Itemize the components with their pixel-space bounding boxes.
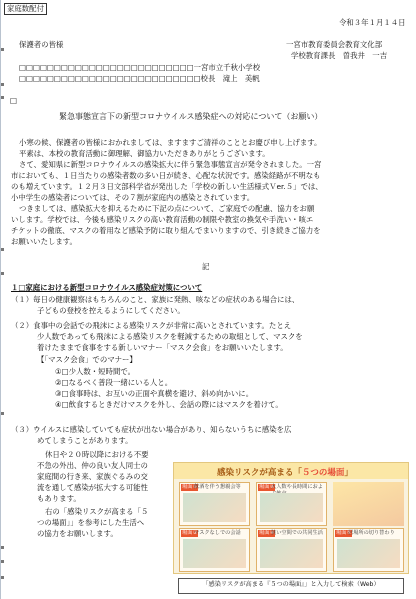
margin-marker: [1, 560, 4, 563]
manner-item: ④□飲食するときだけマスクを外し、会話の際にはマスクを着けて。: [55, 400, 283, 409]
intro-line: のも増えています。１２月３日文部科学省が発出した「学校の新しい生活様式Ｖer.５」では、: [11, 182, 323, 191]
blank-line-marker: □: [10, 96, 17, 105]
mascot-illustration: [333, 482, 404, 526]
situation-panel: 場面③ マスクなしでの会話: [179, 528, 250, 572]
item3-line: 家庭間の行き来、家族ぐるみの交: [37, 472, 148, 481]
section-heading: １□家庭における新型コロナウイルス感染症対策について: [11, 283, 203, 292]
distribution-tag: 家庭数配付: [4, 3, 47, 15]
situation-illustration: [183, 539, 246, 568]
ki-heading: 記: [202, 262, 210, 271]
item1-line: 子どもの登校を控えるようにしてください。: [37, 306, 185, 315]
margin-marker: [1, 83, 4, 86]
document-title: 緊急事態宣言下の新型コロナウイルス感染症への対応について（お願い）: [59, 112, 323, 121]
margin-marker: [1, 248, 4, 251]
five-situations-infographic: [173, 462, 409, 574]
intro-line: 小寒の候、保護者の皆様におかれましては、ますますご清祥のこととお慶び申し上げます。: [19, 138, 322, 147]
situation-panel: 場面⑤ 居場所の切り替わり: [333, 528, 404, 572]
item3-line: の協力をお願いします。: [37, 529, 118, 538]
situation-illustration: [260, 539, 323, 568]
item1-line: （１）毎日の健康観察はもちろんのこと、家族に発熱、咳などの症状のある場合には、: [11, 295, 300, 304]
item3-line: もあります。: [37, 494, 81, 503]
sender-school: □□□□□□□□□□□□□□□□□□□□□□□□□一宮市立千秋小学校: [19, 63, 261, 72]
manner-heading: 【「マスク会食」でのマナー】: [37, 355, 137, 364]
item3-line: 休日や２０時以降における不要: [45, 450, 149, 459]
item3-line: つの場面」」を参考にした生活へ: [37, 518, 145, 527]
item2-line: 少人数であっても飛沫による感染リスクを軽減するための取組として、マスクを: [37, 332, 303, 341]
margin-marker: [1, 272, 4, 275]
situation-illustration: [183, 493, 246, 522]
date: 令和３年１月１４日: [339, 18, 406, 27]
situation-illustration: [260, 493, 323, 522]
item3-line: 右の「感染リスクが高まる「５: [45, 507, 149, 516]
intro-line: さて、愛知県に新型コロナウイルスの感染拡大に伴う緊急事態宣言が発令されました。一宮: [19, 160, 322, 169]
intro-line: いします。学校では、今後も感染リスクの高い教育活動の制限や教室の換気や手洗い・咳エ: [11, 215, 314, 224]
margin-marker: [1, 576, 4, 579]
intro-line: 市においても、１日当たりの感染者数の多い日が続き、心配な状況です。感染経路が不明なも: [11, 171, 321, 180]
margin-marker: [1, 412, 4, 415]
margin-marker: [1, 96, 4, 99]
situation-panel: 場面② 大人数や長時間におよ: [256, 482, 327, 526]
sender-section-chief: 学校教育課長 曽我井 一吉: [291, 51, 388, 60]
manner-item: ①□少人数・短時間で。: [55, 367, 135, 376]
intro-line: 平素は、本校の教育活動に御理解、御協力いただきありがとうございます。: [19, 149, 270, 158]
situation-panel: 場面④ 狭い空間での共同生活: [256, 528, 327, 572]
manner-item: ③□食事時は、お互いの正面や真横を避け、斜め向かいに。: [55, 389, 254, 398]
intro-line: チケットの徹底、マスクの着用など感染予防に取り組んでまいりますので、引き続きご協力を: [11, 226, 321, 235]
item3-line: 不急の外出、仲の良い友人同士の: [37, 461, 148, 470]
margin-marker: [1, 546, 4, 549]
situation-panel: 場面① 飲酒を伴う懇親会等: [179, 482, 250, 526]
intro-line: つきましては、感染拡大を抑えるために下記の点について、ご家庭での配慮、協力をお願: [19, 204, 315, 213]
recipient: 保護者の皆様: [19, 40, 64, 49]
item2-line: （２）食事中の会話での飛沫による感染リスクが非常に高いとされています。たとえ: [11, 321, 292, 330]
item3-line: （３）ウイルスに感染していても症状が出ない場合があり、知らないうちに感染を広: [11, 425, 292, 434]
intro-line: 小中学生の感染者については、その７割が家庭内の感染とされています。: [11, 193, 255, 202]
situation-illustration: [337, 539, 400, 568]
infographic-title: 感染リスクが高まる「５つの場面」: [217, 468, 353, 478]
sender-principal: □□□□□□□□□□□□□□□□□□□□□□□□□□校長 滝上 美帆: [19, 74, 260, 83]
item2-line: 着けたままで食事をする新しいマナー「マスク会食」をお願いいたします。: [37, 343, 288, 352]
intro-line: お願いいたします。: [11, 237, 77, 246]
item3-line: 流を通して感染が拡大する可能性: [37, 483, 148, 492]
item3-line: めてしまうことがあります。: [37, 436, 133, 445]
search-hint-box: 「感染リスクが高まる『５つの場面』」と入力して検索（Web）: [178, 578, 404, 594]
sender-department: 一宮市教育委員会教育文化部: [286, 40, 383, 49]
margin-marker: [1, 48, 4, 51]
manner-item: ②□なるべく普段一緒にいる人と。: [55, 378, 173, 387]
